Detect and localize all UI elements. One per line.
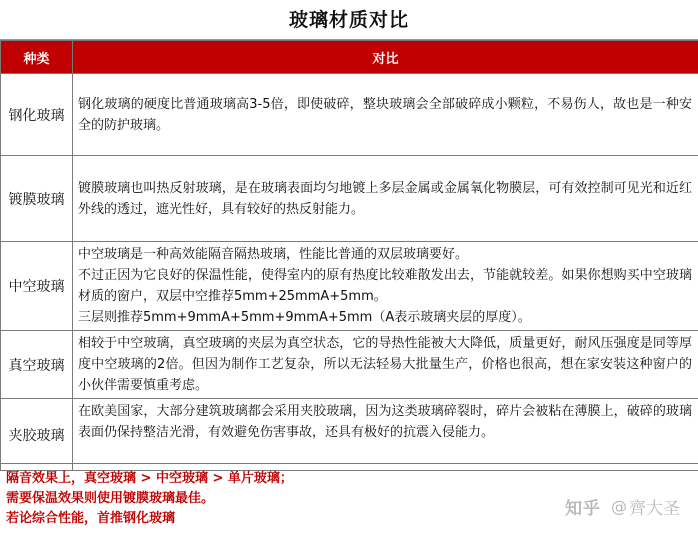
- page-title: 玻璃材质对比: [0, 0, 698, 40]
- row-kind: 真空玻璃: [1, 331, 73, 399]
- row-kind: 夹胶玻璃: [1, 399, 73, 471]
- watermark-author: 齊大圣: [629, 498, 680, 519]
- note-line: 需要保温效果则使用镀膜玻璃最佳。: [6, 491, 215, 506]
- table-row: [1, 74, 698, 156]
- header-compare: 对比: [73, 41, 698, 74]
- row-description: [73, 242, 698, 331]
- row-description: [73, 156, 698, 242]
- description-paragraph: 镀膜玻璃也叫热反射玻璃，是在玻璃表面均匀地镀上多层金属或金属氧化物膜层，可有效控制可见光和近红外线的透过，遮光性好，具有较好的热反射能力。: [78, 180, 692, 217]
- description-paragraph: 相较于中空玻璃，真空玻璃的夹层为真空状态，它的导热性能被大大降低，质量更好，耐风压强度是同等厚度中空玻璃的2倍。但因为制作工艺复杂，所以无法轻易大批量生产，价格也很高，想在家安装这种窗户的小伙伴需要慎重考虑。: [78, 336, 692, 393]
- table-row: [1, 242, 698, 331]
- note-line: 若论综合性能，首推钢化玻璃: [6, 511, 176, 526]
- row-description: [73, 399, 698, 471]
- footer: [0, 463, 698, 537]
- table-row: [1, 156, 698, 242]
- description-paragraph: 三层则推荐5mm+9mmA+5mm+9mmA+5mm（A表示玻璃夹层的厚度）。: [78, 310, 531, 325]
- header-kind: 种类: [1, 41, 73, 74]
- comparison-table: [0, 40, 698, 471]
- at-icon: @: [611, 496, 627, 516]
- description-paragraph: 钢化玻璃的硬度比普通玻璃高3-5倍，即使破碎，整块玻璃会全部破碎成小颗粒，不易伤人，故也是一种安全的防护玻璃。: [78, 96, 692, 133]
- description-paragraph: 中空玻璃是一种高效能隔音隔热玻璃，性能比普通的双层玻璃要好。: [78, 247, 469, 262]
- summary-notes: [6, 469, 486, 529]
- description-paragraph: 不过正因为它良好的保温性能，使得室内的原有热度比较难散发出去，节能就较差。如果你想购买中空玻璃材质的窗户，双层中空推荐5mm+25mmA+5mm。: [78, 268, 692, 304]
- row-kind: 镀膜玻璃: [1, 156, 73, 242]
- zhihu-logo: 知乎: [565, 498, 601, 519]
- row-description: [73, 74, 698, 156]
- row-kind: 中空玻璃: [1, 242, 73, 331]
- table-header-row: [1, 41, 698, 74]
- note-line: 隔音效果上，真空玻璃 > 中空玻璃 > 单片玻璃；: [6, 471, 293, 486]
- row-kind: 钢化玻璃: [1, 74, 73, 156]
- row-description: [73, 331, 698, 399]
- table-row: [1, 331, 698, 399]
- table-row: [1, 399, 698, 471]
- description-paragraph: 在欧美国家，大部分建筑玻璃都会采用夹胶玻璃，因为这类玻璃碎裂时，碎片会被粘在薄膜上，破碎的玻璃表面仍保持整洁光滑，有效避免伤害事故，还具有极好的抗震入侵能力。: [78, 404, 692, 440]
- watermark: [565, 488, 680, 524]
